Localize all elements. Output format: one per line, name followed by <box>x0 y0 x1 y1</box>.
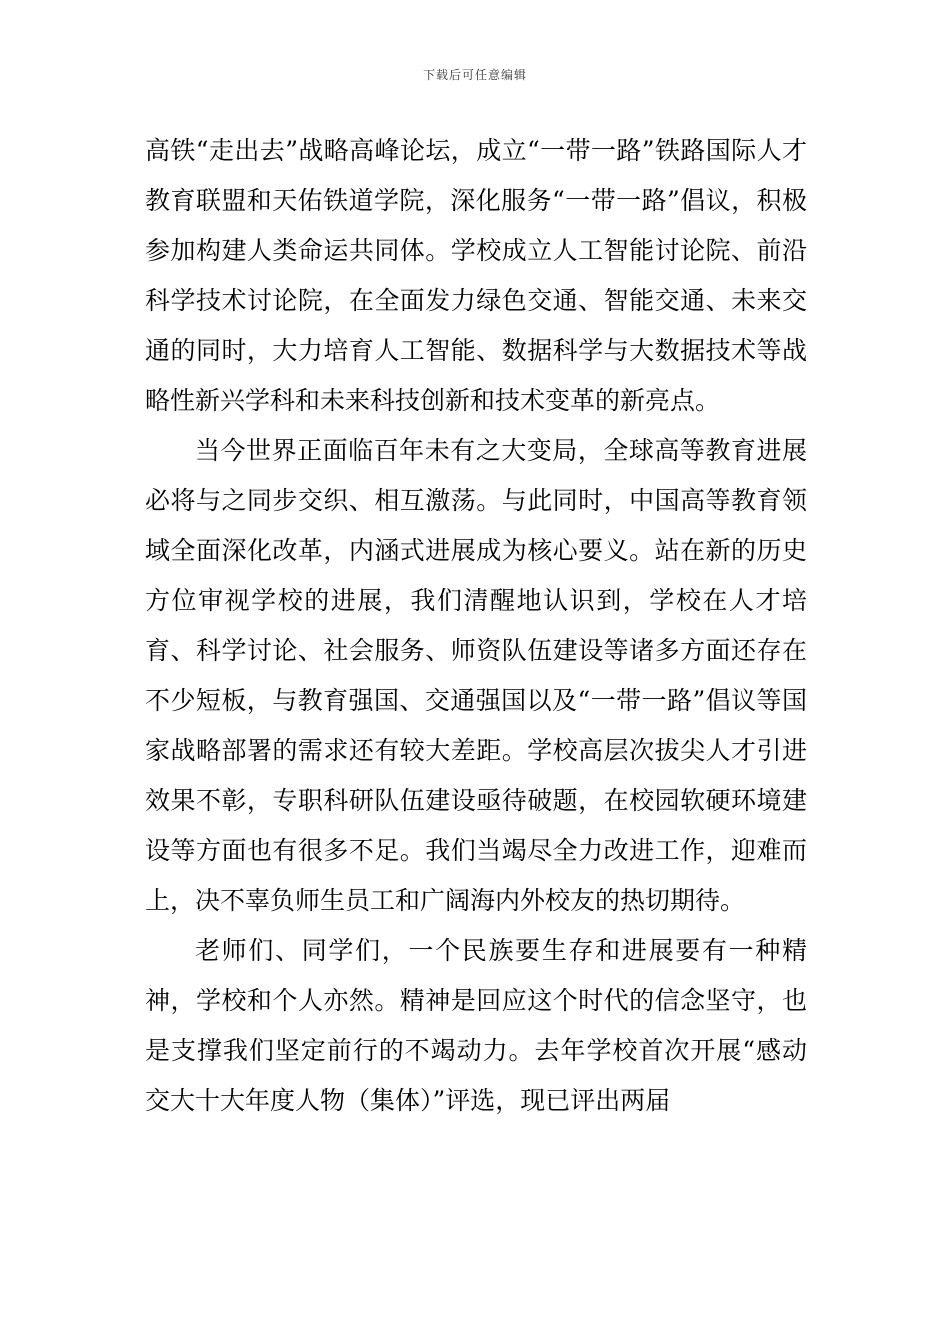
page-header: 下载后可任意编辑 <box>422 68 527 82</box>
document-body <box>145 126 807 1126</box>
paragraph-spirit: 老师们、同学们，一个民族要生存和进展要有一种精神，学校和个人亦然。精神是回应这个时代的信念坚守，也是支撑我们坚定前行的不竭动力。去年学校首次开展“感动交大十大年度人物（集体）”评选，现已评出两届 <box>145 936 807 1115</box>
paragraph-challenges: 当今世界正面临百年未有之大变局，全球高等教育进展必将与之同步交织、相互激荡。与此同时，中国高等教育领域全面深化改革，内涵式进展成为核心要义。站在新的历史方位审视学校的进展，我们清醒地认识到，学校在人才培育、科学讨论、社会服务、师资队伍建设等诸多方面还存在不少短板，与教育强国、交通强国以及“一带一路”倡议等国家战略部署的需求还有较大差距。学校高层次拔尖人才引进效果不彰，专职科研队伍建设亟待破题，在校园软硬环境建设等方面也有很多不足。我们当竭尽全力改进工作，迎难而上，决不辜负师生员工和广阔海内外校友的热切期待。 <box>145 436 807 915</box>
paragraph-continuation: 高铁“走出去”战略高峰论坛，成立“一带一路”铁路国际人才教育联盟和天佑铁道学院，深化服务“一带一路”倡议，积极参加构建人类命运共同体。学校成立人工智能讨论院、前沿科学技术讨论院，在全面发力绿色交通、智能交通、未来交通的同时，大力培育人工智能、数据科学与大数据技术等战略性新兴学科和未来科技创新和技术变革的新亮点。 <box>145 136 807 415</box>
